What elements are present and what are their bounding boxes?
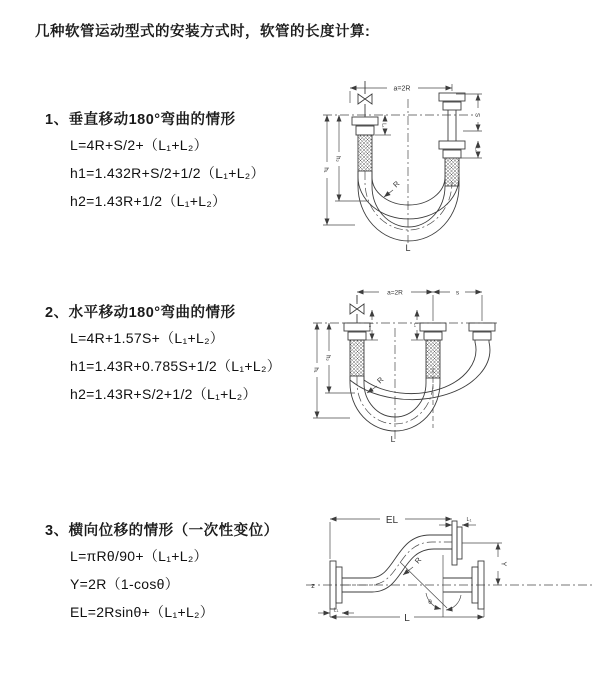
hose-s-curve <box>342 535 452 592</box>
dim-label-l: L <box>404 613 410 624</box>
length-label: L <box>405 243 411 253</box>
dim-label-l1-top: L₁ <box>466 517 472 523</box>
length-label: L <box>390 434 396 444</box>
radius-label: R <box>375 375 386 386</box>
dimension-s <box>357 290 482 322</box>
dim-label-l1-bottom: L₁ <box>333 607 339 614</box>
radius-callout <box>384 179 402 197</box>
formula-y: Y=2R（1-cosθ） <box>70 576 180 592</box>
dimension-s <box>456 94 482 131</box>
dimension-l1-left <box>366 310 378 340</box>
formula-length: L=πRθ/90+（L₁+L₂） <box>70 548 208 564</box>
dimension-el <box>330 515 452 559</box>
formula-h1: h1=1.432R+S/2+1/2（L₁+L₂） <box>70 165 265 181</box>
hose-curves <box>350 340 490 431</box>
dim-label-el: EL <box>385 515 399 526</box>
dim-label-a2r: a=2R <box>387 289 403 297</box>
dim-label-l1-left: L₁ <box>367 322 374 328</box>
section-vertical-bend <box>45 108 265 219</box>
section-2-heading: 2、水平移动180°弯曲的情形 <box>45 305 236 321</box>
dim-label-a2r: a=2R <box>393 85 411 93</box>
dim-label-h1: h₁ <box>312 367 319 373</box>
formula-length: L=4R+S/2+（L₁+L₂） <box>70 137 208 153</box>
section-lateral-displacement <box>45 519 279 630</box>
diagram-lateral-displacement <box>300 505 600 645</box>
dimension-a-2r <box>357 290 433 297</box>
dim-label-h2: h₂ <box>324 355 331 361</box>
dim-label-s: s <box>455 289 460 297</box>
centerline <box>306 583 595 590</box>
section-1-heading: 1、垂直移动180°弯曲的情形 <box>45 112 236 128</box>
dimension-h1 <box>313 323 351 418</box>
formula-length: L=4R+1.57S+（L₁+L₂） <box>70 330 225 346</box>
dim-label-l1-mid: L₁ <box>412 322 419 328</box>
formula-el: EL=2Rsinθ+（L₁+L₂） <box>70 604 215 620</box>
valve-icon <box>358 94 372 104</box>
dim-label-l1-left: L₁ <box>380 123 387 128</box>
middle-pipe-assembly <box>420 323 446 378</box>
dimension-l1-right <box>461 141 482 158</box>
axis-mark-label: z <box>311 583 315 590</box>
formula-h1: h1=1.43R+0.785S+1/2（L₁+L₂） <box>70 358 281 374</box>
formula-h2: h2=1.43R+S/2+1/2（L₁+L₂） <box>70 386 257 402</box>
dim-label-s: S <box>473 112 480 118</box>
dim-label-h2: h₂ <box>334 156 341 162</box>
dimension-l <box>330 609 484 624</box>
section-horizontal-bend <box>45 301 281 412</box>
dim-label-y: Y <box>499 561 507 567</box>
diagram-vertical-bend <box>315 73 595 253</box>
formula-h2: h2=1.43R+1/2（L₁+L₂） <box>70 193 227 209</box>
dimension-l1-bottom <box>318 608 354 614</box>
left-pipe-assembly <box>344 295 370 376</box>
radius-label: R <box>391 179 402 190</box>
dimension-y <box>498 543 507 585</box>
diagram-horizontal-bend <box>305 278 600 453</box>
dimension-l1-top <box>439 517 476 525</box>
right-pipe-assembly <box>439 93 465 186</box>
dim-label-h1: h₁ <box>322 167 329 173</box>
section-3-heading: 3、横向位移的情形（一次性变位） <box>45 523 279 539</box>
theta-label: θ <box>428 599 432 606</box>
dim-label-l1-right: L₁ <box>473 147 480 152</box>
right-pipe-assembly <box>469 323 495 340</box>
upper-flange-assembly <box>452 521 502 565</box>
page-title: 几种软管运动型式的安装方式时，软管的长度计算: <box>35 24 371 40</box>
dimension-l1-mid <box>411 310 423 340</box>
radius-label: R <box>412 555 424 566</box>
left-pipe-assembly <box>352 81 378 171</box>
valve-icon <box>350 304 364 314</box>
hose-curves <box>358 171 459 241</box>
